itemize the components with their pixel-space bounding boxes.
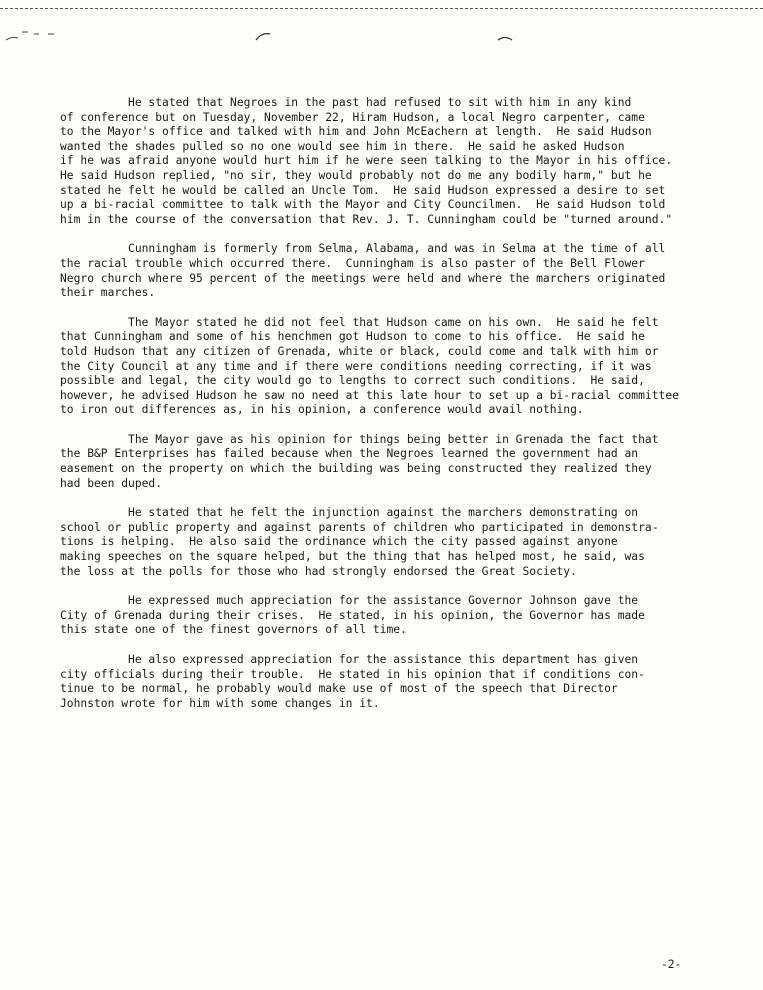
text-line: He stated that Negroes in the past had refused to sit with him in any kind [60,96,632,109]
text-line: had been duped. [60,476,163,490]
text-line: stated he felt he would be called an Uncle Tom. He said Hudson expressed a desire to set [60,183,666,197]
text-line: The Mayor stated he did not feel that Hudson came on his own. He said he felt [60,315,659,329]
text-line: He also expressed appreciation for the assistance this department has given [60,653,639,666]
text-line: tinue to be normal, he probably would make use of most of the speech that Director [60,682,618,696]
text-line: tions is helping. He also said the ordinance which the city passed against anyone [60,535,618,549]
text-line: the B&P Enterprises has failed because when the Negroes learned the government had an [60,447,639,461]
text-line: of conference but on Tuesday, November 22, Hiram Hudson, a local Negro carpenter, came [60,110,645,124]
page-number: -2- [661,958,682,971]
text-line: Negro church where 95 percent of the meetings were held and where the marchers originated [60,271,666,285]
text-line: He stated that he felt the injunction against the marchers demonstrating on [60,506,639,520]
text-line: told Hudson that any citizen of Grenada, white or black, could come and talk with him or [60,344,659,358]
text-line: to the Mayor's office and talked with him and John McEachern at length. He said Hudson [60,125,652,139]
text-line: this state one of the finest governors of all time. [60,623,407,637]
text-line: the City Council at any time and if there were conditions needing correcting, if it was [60,359,652,373]
text-line: however, he advised Hudson he saw no need at this late hour to set up a bi-racial committee [60,388,679,402]
paragraph [60,433,750,491]
text-line: City of Grenada during their crises. He stated, in his opinion, the Governor has made [60,608,645,622]
text-line: school or public property and against parents of children who participated in demonstra- [60,520,659,534]
text-line: possible and legal, the city would go to lengths to correct such conditions. He said, [60,374,645,388]
text-line: Cunningham is formerly from Selma, Alabama, and was in Selma at the time of all [60,242,666,256]
top-border-rule [0,0,763,9]
paragraph [60,96,750,227]
paragraph [60,594,750,638]
text-line: if he was afraid anyone would hurt him if he were seen talking to the Mayor in his office. [60,154,673,168]
text-line: their marches. [60,286,156,300]
paragraph [60,242,750,300]
pen-tick-mark-right [496,34,516,44]
text-line: the racial trouble which occurred there. Cunningham is also paster of the Bell Flower [60,256,645,270]
paragraph [60,316,750,418]
paragraph [60,506,750,579]
text-line: him in the course of the conversation that Rev. J. T. Cunningham could be "turned around." [60,212,673,226]
paragraph [60,653,750,711]
text-line: The Mayor gave as his opinion for things being better in Grenada the fact that [60,432,659,446]
text-line: Johnston wrote for him with some changes in it. [60,696,380,710]
text-line: the loss at the polls for those who had strongly endorsed the Great Society. [60,564,577,578]
corner-pen-marks [4,18,84,48]
pen-tick-mark-left [254,30,274,42]
text-line: wanted the shades pulled so no one would see him in there. He said he asked Hudson [60,139,625,153]
text-line: city officials during their trouble. He stated in his opinion that if conditions con- [60,667,645,681]
text-line: to iron out differences as, in his opinion, a conference would avail nothing. [60,403,584,417]
text-line: making speeches on the square helped, but the thing that has helped most, he said, was [60,550,645,564]
text-line: up a bi-racial committee to talk with the Mayor and City Councilmen. He said Hudson told [60,198,666,212]
text-line: easement on the property on which the building was being constructed they realized they [60,462,652,476]
text-line: He expressed much appreciation for the assistance Governor Johnson gave the [60,594,639,608]
document-body [60,96,750,726]
text-line: He said Hudson replied, "no sir, they would probably not do me any bodily harm," but he [60,168,652,182]
text-line: that Cunningham and some of his henchmen got Hudson to come to his office. He said he [60,330,645,344]
